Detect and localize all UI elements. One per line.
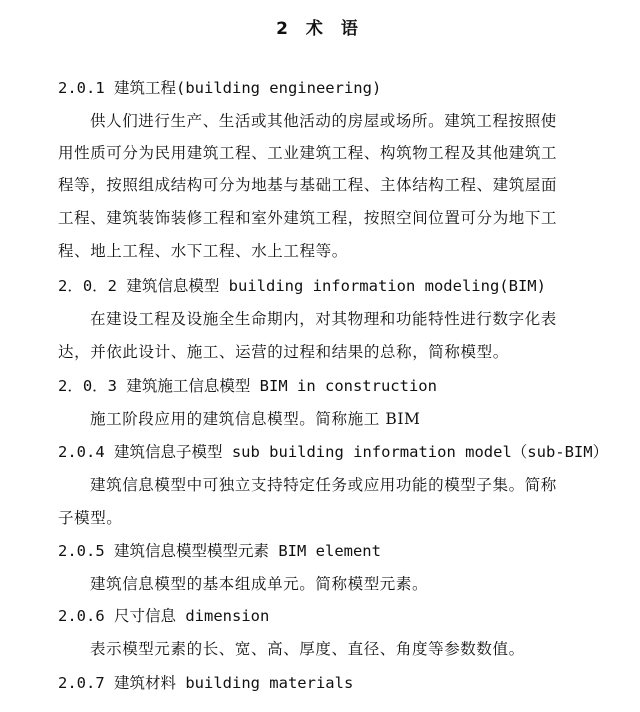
term-2-0-4: 2.0.4 建筑信息子模型 sub building information model（sub-BIM）	[58, 443, 609, 461]
definition-line: 表示模型元素的长、宽、高、厚度、直径、角度等参数数值。	[90, 640, 525, 658]
definition-line: 达，并依此设计、施工、运营的过程和结果的总称，简称模型。	[58, 343, 509, 361]
definition-line: 子模型。	[58, 509, 123, 527]
term-2-0-1: 2.0.1 建筑工程(building engineering)	[58, 79, 382, 97]
definition-line: 用性质可分为民用建筑工程、工业建筑工程、构筑物工程及其他建筑工	[58, 144, 558, 162]
definition-line: 供人们进行生产、生活或其他活动的房屋或场所。建筑工程按照使	[90, 112, 557, 130]
definition-line: 施工阶段应用的建筑信息模型。简称施工 BIM	[90, 410, 421, 428]
chapter-title: 2 术 语	[276, 19, 364, 39]
term-2-0-7: 2.0.7 建筑材料 building materials	[58, 674, 354, 692]
term-2-0-2: 2．0．2 建筑信息模型 building information modeling(BIM)	[58, 277, 546, 295]
term-2-0-3: 2．0．3 建筑施工信息模型 BIM in construction	[58, 377, 437, 395]
term-2-0-5: 2.0.5 建筑信息模型模型元素 BIM element	[58, 542, 381, 560]
definition-line: 程等，按照组成结构可分为地基与基础工程、主体结构工程、建筑屋面	[58, 176, 558, 194]
definition-line: 建筑信息模型的基本组成单元。简称模型元素。	[90, 575, 429, 593]
term-2-0-6: 2.0.6 尺寸信息 dimension	[58, 607, 270, 625]
definition-line: 建筑信息模型中可独立支持特定任务或应用功能的模型子集。简称	[90, 476, 557, 494]
definition-line: 在建设工程及设施全生命期内，对其物理和功能特性进行数字化表	[90, 310, 557, 328]
definition-line: 工程、建筑装饰装修工程和室外建筑工程，按照空间位置可分为地下工	[58, 209, 558, 227]
definition-line: 程、地上工程、水下工程、水上工程等。	[58, 242, 348, 260]
